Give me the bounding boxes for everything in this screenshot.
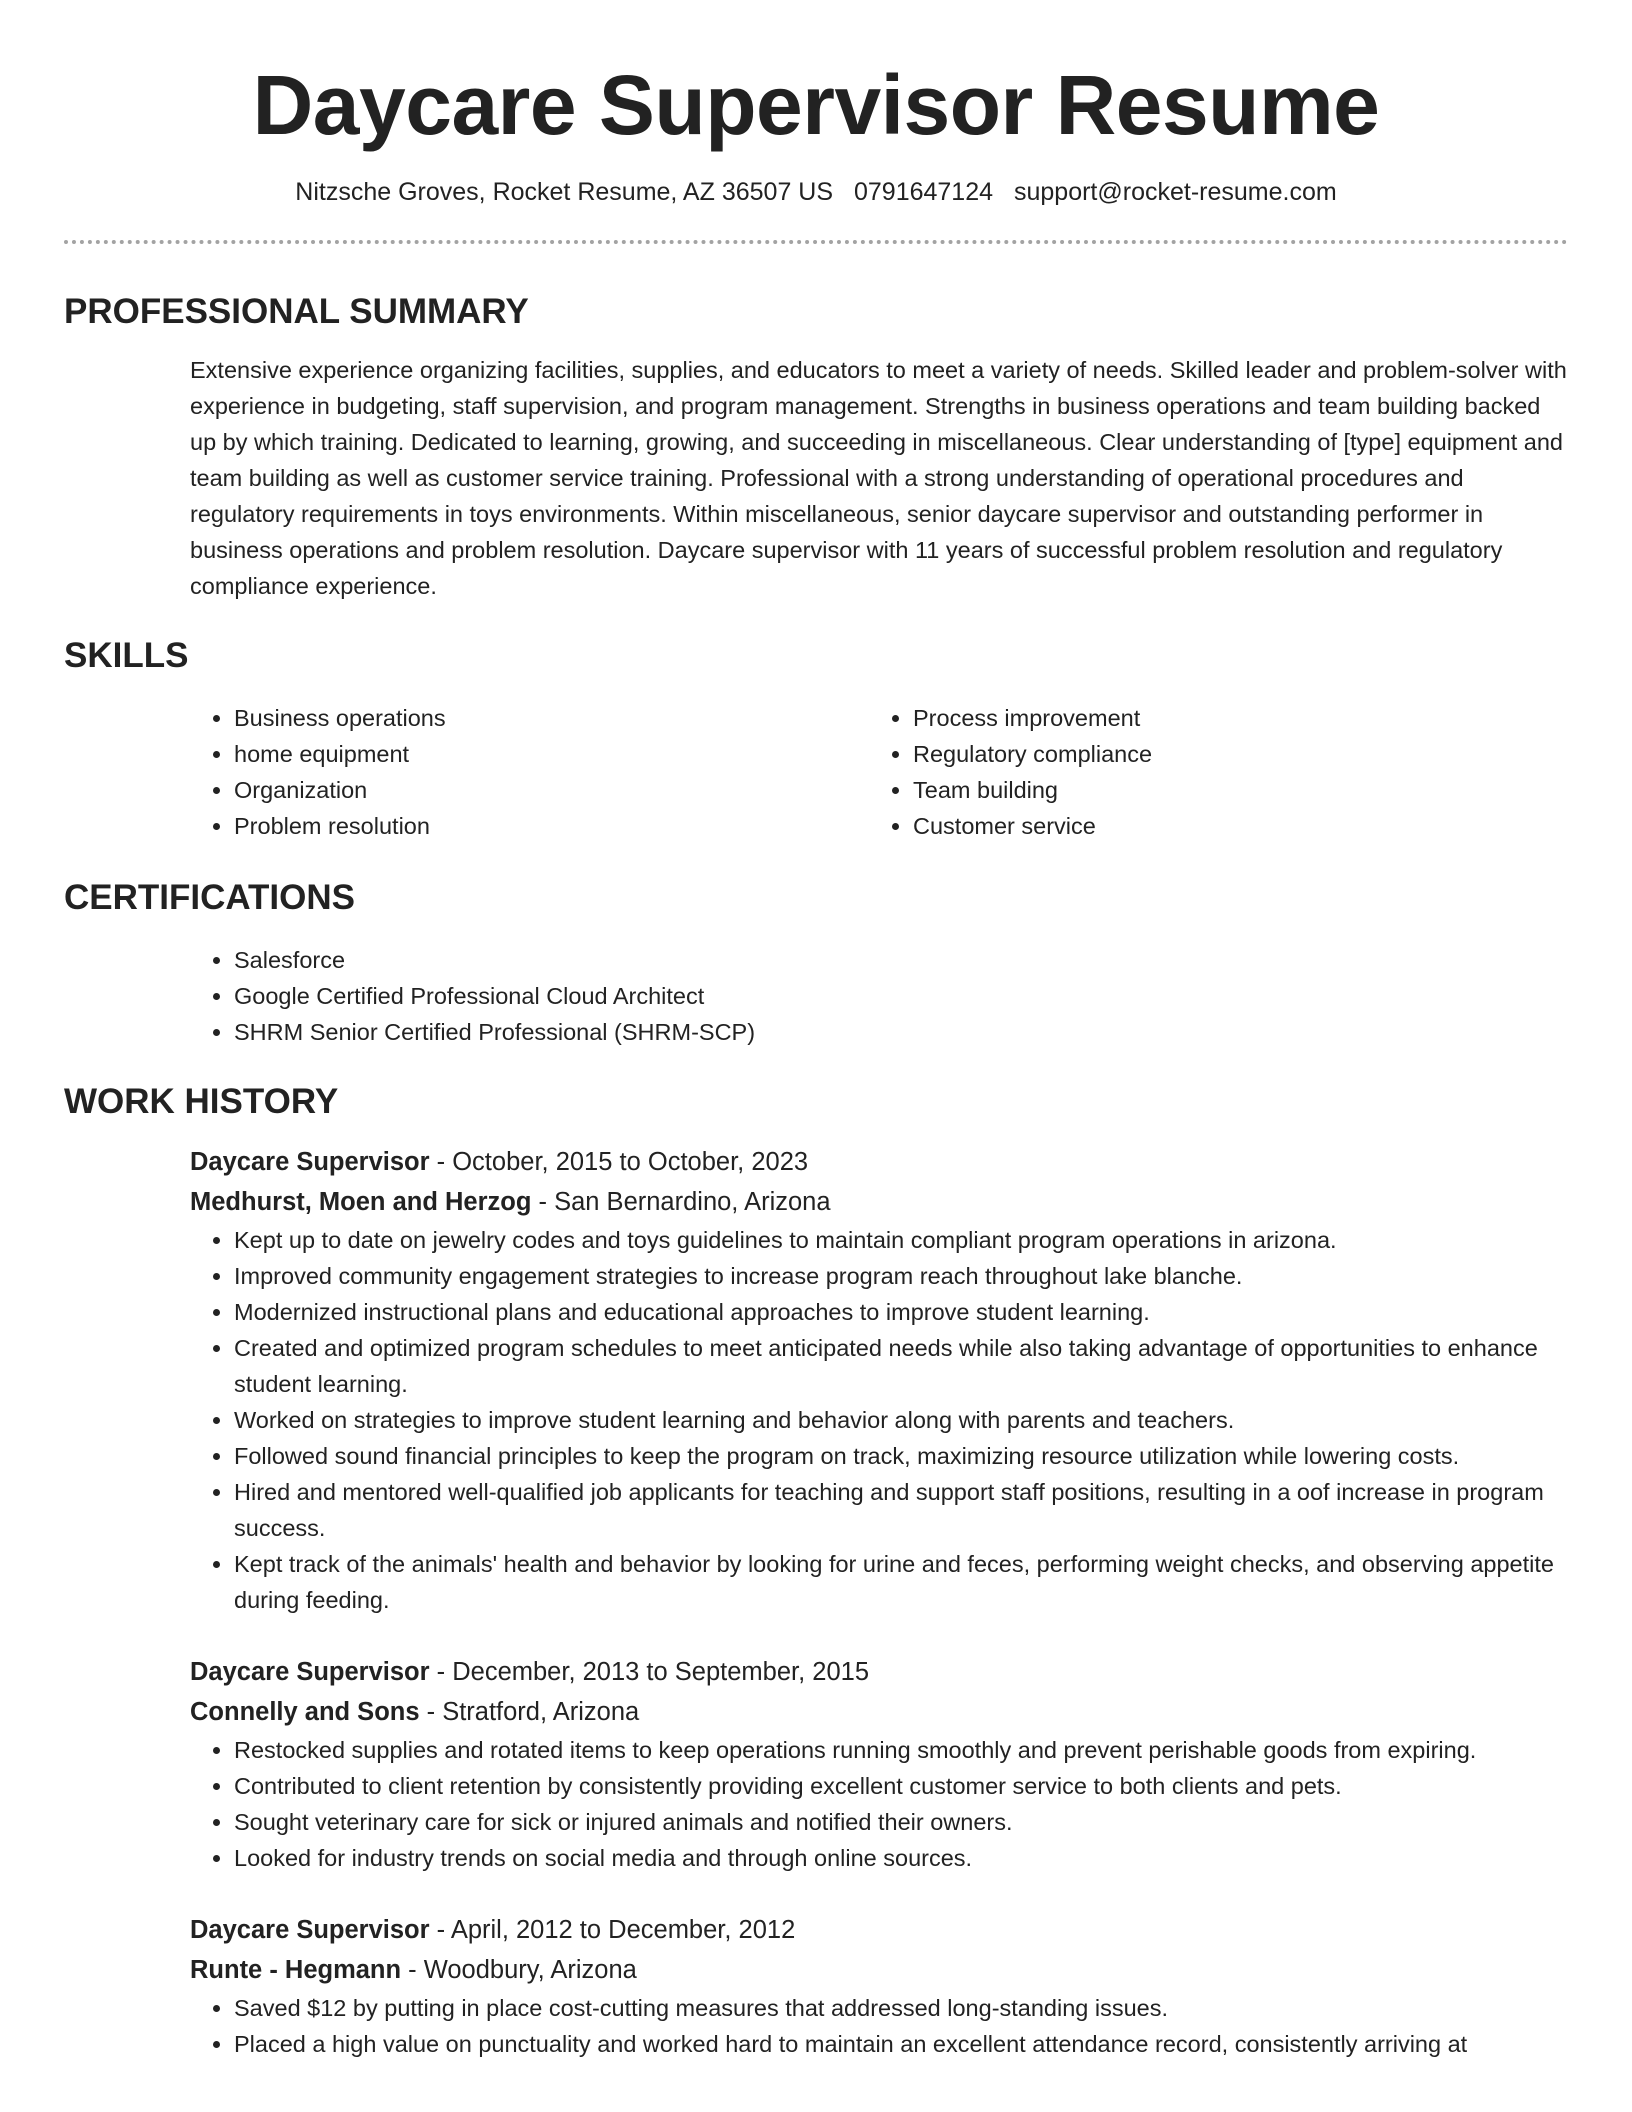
contact-address: Nitzsche Groves, Rocket Resume, AZ 36507 US [295, 178, 834, 206]
job-entry [190, 1142, 1568, 1618]
contact-email: support@rocket-resume.com [1013, 178, 1337, 206]
certifications-section [64, 876, 1568, 1050]
job-dates: - October, 2015 to October, 2023 [429, 1148, 809, 1176]
job-company: Connelly and Sons [190, 1698, 420, 1726]
skill-item: • Business operations [234, 700, 869, 736]
certification-item: • Google Certified Professional Cloud Architect [234, 978, 1568, 1014]
job-entry [190, 1652, 1568, 1876]
job-bullet: • Placed a high value on punctuality and worked hard to maintain an excellent attendance record, consistently arriving at [234, 2026, 1568, 2062]
contact-line [64, 176, 1568, 208]
job-title: Daycare Supervisor [190, 1916, 430, 1944]
job-company: Runte - Hegmann [190, 1956, 402, 1984]
skill-item: • Process improvement [913, 700, 1548, 736]
job-entry [190, 1910, 1568, 2062]
work-history-section [64, 1080, 1568, 2062]
job-bullet: • Kept track of the animals' health and behavior by looking for urine and feces, performing weight checks, and observing appetite during feeding. [234, 1546, 1568, 1618]
job-location: - Stratford, Arizona [419, 1698, 640, 1726]
job-dates: - April, 2012 to December, 2012 [429, 1916, 796, 1944]
summary-section [64, 290, 1568, 604]
skill-item: • Organization [234, 772, 869, 808]
skills-list-right [869, 700, 1548, 844]
job-bullet: • Kept up to date on jewelry codes and toys guidelines to maintain compliant program operations in arizona. [234, 1222, 1568, 1258]
job-dates: - December, 2013 to September, 2015 [429, 1658, 870, 1686]
skill-item: • Regulatory compliance [913, 736, 1548, 772]
job-bullet: • Created and optimized program schedules to meet anticipated needs while also taking advantage of opportunities to enhance student learning. [234, 1330, 1568, 1402]
summary-heading: PROFESSIONAL SUMMARY [64, 292, 529, 331]
certification-item: • SHRM Senior Certified Professional (SHRM-SCP) [234, 1014, 1568, 1050]
job-title-line [190, 1142, 1568, 1182]
job-bullets [190, 1222, 1568, 1618]
certifications-list [190, 942, 1568, 1050]
skills-column-left [190, 700, 869, 844]
job-bullet: • Worked on strategies to improve student learning and behavior along with parents and teachers. [234, 1402, 1568, 1438]
skills-section [64, 634, 1568, 844]
job-bullets [190, 1990, 1568, 2062]
certifications-list-wrap [190, 942, 1568, 1050]
certification-item: • Salesforce [234, 942, 1568, 978]
skill-item: • Team building [913, 772, 1548, 808]
job-company-line [190, 1692, 1568, 1732]
resume-title: Daycare Supervisor Resume [252, 58, 1380, 152]
job-bullet: • Looked for industry trends on social media and through online sources. [234, 1840, 1568, 1876]
job-bullet: • Sought veterinary care for sick or injured animals and notified their owners. [234, 1804, 1568, 1840]
job-company-line [190, 1182, 1568, 1222]
job-bullets [190, 1732, 1568, 1876]
job-bullet: • Improved community engagement strategies to increase program reach throughout lake blanche. [234, 1258, 1568, 1294]
certifications-heading: CERTIFICATIONS [64, 878, 356, 917]
job-company-line [190, 1950, 1568, 1990]
skills-column-right [869, 700, 1548, 844]
skills-grid [190, 700, 1568, 844]
resume-page [64, 0, 1568, 2096]
skill-item: • home equipment [234, 736, 869, 772]
skills-list-left [190, 700, 869, 844]
job-title-line [190, 1910, 1568, 1950]
job-bullet: • Contributed to client retention by consistently providing excellent customer service to both clients and pets. [234, 1768, 1568, 1804]
work-history-heading: WORK HISTORY [64, 1082, 339, 1121]
job-location: - San Bernardino, Arizona [531, 1188, 831, 1216]
summary-text: Extensive experience organizing facilities, supplies, and educators to meet a variety of needs. Skilled leader and problem-solver with experience in budgeting, staff supervision, and program management. Strengths in business operations and team building backed up by which training. Dedicated to learning, growing, and succeeding in miscellaneous. Clear understanding of [type] equipment and team building as well as customer service training. Professional with a strong understanding of operational procedures and regulatory requirements in toys environments. Within miscellaneous, senior daycare supervisor and outstanding performer in business operations and problem resolution. Daycare supervisor with 11 years of successful problem resolution and regulatory compliance experience. [190, 357, 1567, 599]
contact-phone: 0791647124 [853, 178, 994, 206]
job-company: Medhurst, Moen and Herzog [190, 1188, 532, 1216]
job-bullet: • Saved $12 by putting in place cost-cutting measures that addressed long-standing issues. [234, 1990, 1568, 2026]
skill-item: • Customer service [913, 808, 1548, 844]
jobs-list [190, 1142, 1568, 2062]
job-title-line [190, 1652, 1568, 1692]
job-location: - Woodbury, Arizona [401, 1956, 637, 1984]
job-bullet: • Followed sound financial principles to keep the program on track, maximizing resource utilization while lowering costs. [234, 1438, 1568, 1474]
skill-item: • Problem resolution [234, 808, 869, 844]
skills-heading: SKILLS [64, 636, 189, 675]
job-bullet: • Restocked supplies and rotated items to keep operations running smoothly and prevent perishable goods from expiring. [234, 1732, 1568, 1768]
job-title: Daycare Supervisor [190, 1658, 430, 1686]
job-bullet: • Modernized instructional plans and educational approaches to improve student learning. [234, 1294, 1568, 1330]
job-bullet: • Hired and mentored well-qualified job applicants for teaching and support staff positions, resulting in a oof increase in program success. [234, 1474, 1568, 1546]
job-title: Daycare Supervisor [190, 1148, 430, 1176]
header-divider [64, 240, 1568, 244]
